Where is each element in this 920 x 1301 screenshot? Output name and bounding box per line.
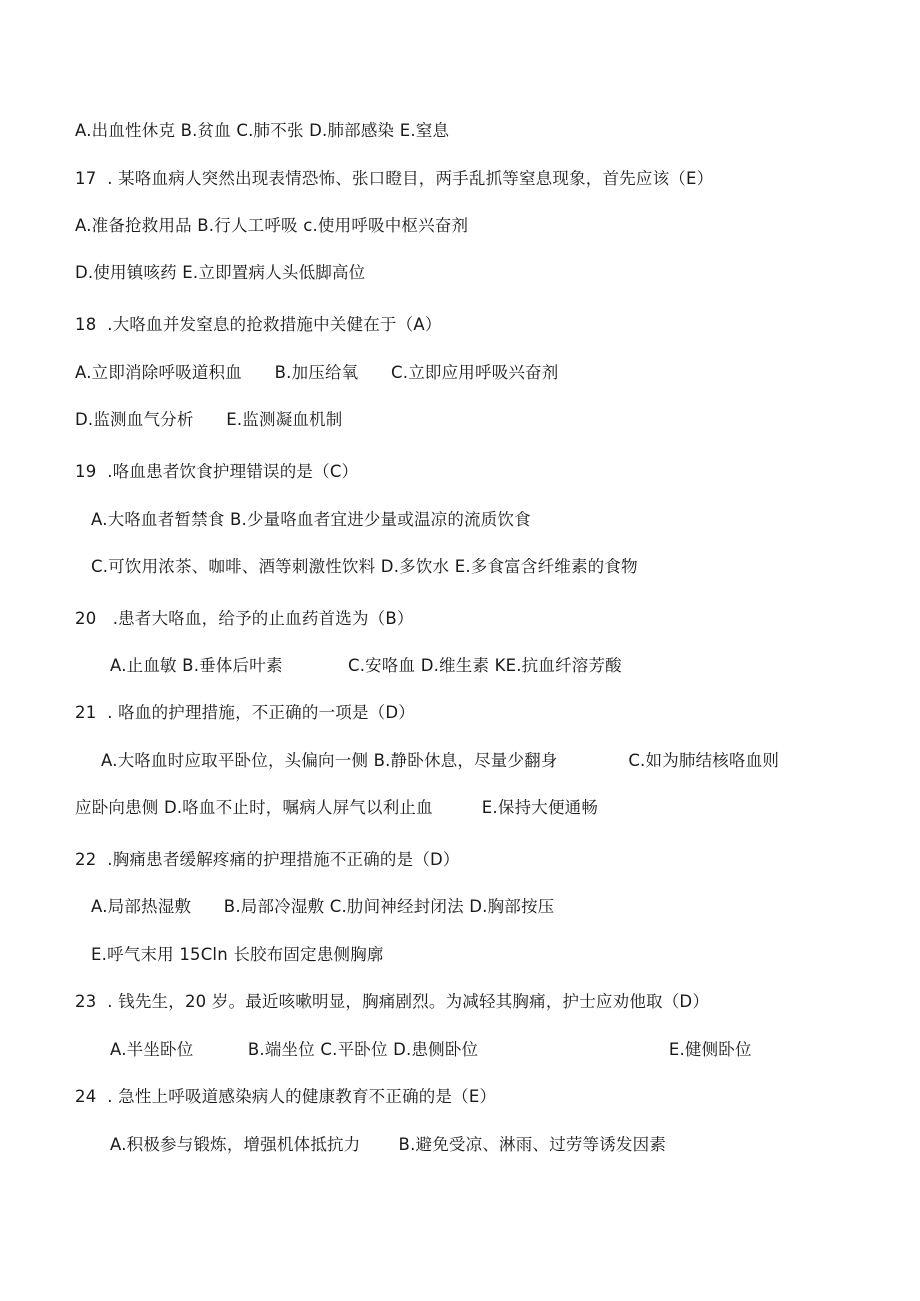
option-line [110,1135,666,1155]
text: 应卧向患侧 D.咯血不止时，嘱病人屏气以利止血 E.保持大便通畅 [75,798,599,817]
text: 22 .胸痛患者缓解疼痛的护理措施不正确的是（D） [75,850,460,869]
text: A.局部热湿敷 B.局部冷湿敷 C.肋间神经封闭法 D.胸部按压 [91,897,555,916]
question-19 [75,462,358,482]
text: 17 . 某咯血病人突然出现表情恐怖、张口瞪目，两手乱抓等窒息现象，首先应该（E） [75,169,714,188]
option-line [91,897,554,917]
option-line [75,363,559,383]
text: 19 .咯血患者饮食护理错误的是（C） [75,462,359,481]
text: A.准备抢救用品 B.行人工呼吸 c.使用呼吸中枢兴奋剂 [75,216,469,235]
text: A.出血性休克 B.贫血 C.肺不张 D.肺部感染 E.窒息 [75,121,450,140]
option-line [110,1040,752,1060]
option-line [75,410,343,430]
option-line [101,751,779,771]
question-24 [75,1087,496,1107]
text: 24 . 急性上呼吸道感染病人的健康教育不正确的是（E） [75,1087,497,1106]
question-23 [75,992,709,1012]
option-line [91,510,531,530]
text: A.大咯血者暂禁食 B.少量咯血者宜进少量或温凉的流质饮食 [91,510,531,529]
text: 23 . 钱先生，20 岁。最近咳嗽明显，胸痛剧烈。为减轻其胸痛，护士应劝他取（D） [75,992,710,1011]
question-17 [75,169,713,189]
text: A.积极参与锻炼，增强机体抵抗力 B.避免受凉、淋雨、过劳等诱发因素 [110,1135,667,1154]
text: E.呼气末用 15Cln 长胶布固定患侧胸廓 [91,945,384,964]
text: D.监测血气分析 E.监测凝血机制 [75,410,343,429]
text: A.大咯血时应取平卧位，头偏向一侧 B.静卧休息，尽量少翻身 C.如为肺结核咯血则 [101,751,780,770]
question-21 [75,703,415,723]
question-20 [75,609,414,629]
text: 20 .患者大咯血，给予的止血药首选为（B） [75,609,414,628]
option-line [91,557,638,577]
text: A.立即消除呼吸道积血 B.加压给氧 C.立即应用呼吸兴奋剂 [75,363,559,382]
option-line [110,656,622,676]
option-line [91,945,384,965]
text: 18 .大咯血并发窒息的抢救措施中关健在于（A） [75,315,442,334]
text: D.使用镇咳药 E.立即置病人头低脚高位 [75,263,366,282]
option-line [75,798,598,818]
text: 21 . 咯血的护理措施，不正确的一项是（D） [75,703,415,722]
text: A.半坐卧位 B.端坐位 C.平卧位 D.患侧卧位 E.健侧卧位 [110,1040,752,1059]
question-22 [75,850,460,870]
text: A.止血敏 B.垂体后叶素 C.安咯血 D.维生素 KE.抗血纤溶芳酸 [110,656,622,675]
option-line [75,216,468,236]
text: C.可饮用浓茶、咖啡、酒等刺激性饮料 D.多饮水 E.多食富含纤维素的食物 [91,557,638,576]
option-line [75,121,449,141]
option-line [75,263,365,283]
question-18 [75,315,442,335]
